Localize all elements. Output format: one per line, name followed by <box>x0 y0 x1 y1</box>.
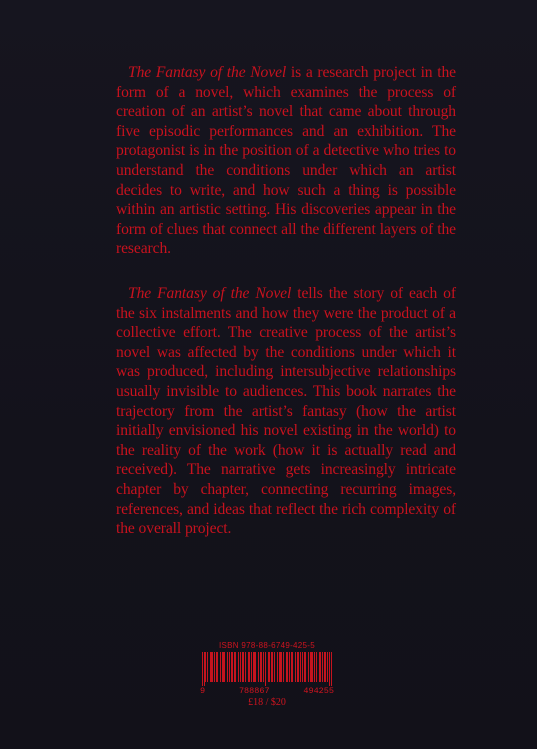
barcode-bar <box>235 652 236 682</box>
barcode-bar <box>298 652 299 682</box>
barcode-bar <box>314 652 315 682</box>
barcode-bar <box>331 652 332 686</box>
barcode-bar <box>322 652 323 682</box>
isbn-label: ISBN 978-88-6749-425-5 <box>219 641 315 650</box>
description-paragraph-2 <box>116 284 456 539</box>
barcode-bar <box>220 652 221 682</box>
barcode-bar <box>272 652 273 682</box>
barcode-bar <box>210 652 211 682</box>
barcode-bar <box>281 652 282 682</box>
barcode-bar <box>224 652 225 682</box>
barcode-digits-left: 788867 <box>238 686 270 696</box>
barcode-bar <box>316 652 317 682</box>
barcode-bar <box>232 652 233 682</box>
barcode-bar <box>211 652 212 682</box>
barcode-bar <box>231 652 232 682</box>
barcode-bar <box>295 652 296 682</box>
barcode-bar <box>260 652 261 682</box>
price-label: £18 / $20 <box>248 697 286 708</box>
barcode-bar <box>277 652 278 682</box>
barcode-digits-right: 494255 <box>303 686 334 696</box>
barcode-bar <box>253 652 254 682</box>
barcode-bar <box>248 652 249 682</box>
barcode-bar <box>287 652 288 682</box>
barcode-bar <box>325 652 326 682</box>
barcode-bar <box>234 652 235 682</box>
barcode-bar <box>271 652 272 682</box>
barcode-bar <box>223 652 224 682</box>
barcode-bar <box>251 652 252 682</box>
barcode-bar <box>279 652 280 682</box>
barcode-digit-lead: 9 <box>200 686 206 696</box>
barcode-bar <box>227 652 228 682</box>
barcode-bar <box>258 652 259 682</box>
book-title-italic: The Fantasy of the Novel <box>128 285 292 302</box>
barcode-bar <box>216 652 217 682</box>
barcode-bar <box>292 652 293 682</box>
barcode-bar <box>329 652 330 686</box>
barcode-bar <box>308 652 309 682</box>
barcode-block <box>198 641 336 711</box>
description-paragraph-1 <box>116 63 456 259</box>
barcode-bar <box>286 652 287 682</box>
barcode-bar <box>254 652 255 682</box>
barcode-bar <box>300 652 301 682</box>
barcode-bar <box>229 652 230 682</box>
barcode-digits <box>198 686 336 696</box>
barcode-bar <box>263 652 264 682</box>
barcode-bar <box>283 652 284 682</box>
barcode-bar <box>268 652 269 682</box>
barcode-bar <box>212 652 213 682</box>
barcode-bar <box>280 652 281 682</box>
barcode-bar <box>310 652 311 682</box>
paragraph-2-text: tells the story of each of the six instalments and how they were the product of a collective effort. The creative process of the artist’s novel was affected by the conditions under which it was produced, including intersubjective relationships usually invisible to audiences. This book narrates the trajectory from the artist’s fantasy (how the artist initially envisioned his novel existing in the world) to the reality of the work (how it is actually read and received). The narrative gets increasingly intricate chapter by chapter, connecting recurring images, references, and ideas that reflect the rich complexity of the overall project. <box>116 285 456 538</box>
barcode-bar <box>249 652 250 682</box>
barcode-bar <box>240 652 241 682</box>
barcode-bar <box>319 652 320 682</box>
barcode-bar <box>297 652 298 682</box>
barcode-bar <box>311 652 312 682</box>
barcode-bar <box>327 652 328 682</box>
paragraph-1-text: is a research project in the form of a novel, which examines the process of creation of an artist’s novel that came about through five episodic performances and an exhibition. The protagonist is in the position of a detective who tries to understand the conditions under which an artist decides to write, and how such a thing is possible within an artistic setting. His discoveries appear in the form of clues that connect all the different layers of the research. <box>116 64 456 258</box>
barcode-bar <box>242 652 243 682</box>
barcode-bar <box>245 652 246 682</box>
barcode-bar <box>222 652 223 682</box>
barcode-bar <box>289 652 290 682</box>
barcode-bar <box>243 652 244 682</box>
barcode-bar <box>302 652 303 682</box>
barcode-bar <box>320 652 321 682</box>
barcode-bar <box>205 652 206 682</box>
barcode-bar <box>214 652 215 682</box>
barcode-bar <box>312 652 313 682</box>
barcode-bar <box>238 652 239 682</box>
barcode-bar <box>255 652 256 682</box>
barcode-bar <box>261 652 262 682</box>
barcode-bar <box>269 652 270 682</box>
barcode-bars <box>202 652 332 686</box>
barcode-bar <box>217 652 218 682</box>
barcode-bar <box>274 652 275 682</box>
barcode-bar <box>207 652 208 682</box>
book-title-italic: The Fantasy of the Novel <box>128 64 287 81</box>
barcode-bar <box>304 652 305 682</box>
barcode-bar <box>305 652 306 682</box>
barcode-bar <box>291 652 292 682</box>
barcode-bar <box>202 652 203 686</box>
barcode-bar <box>204 652 205 686</box>
barcode-bar <box>324 652 325 682</box>
barcode-bar <box>265 652 266 686</box>
